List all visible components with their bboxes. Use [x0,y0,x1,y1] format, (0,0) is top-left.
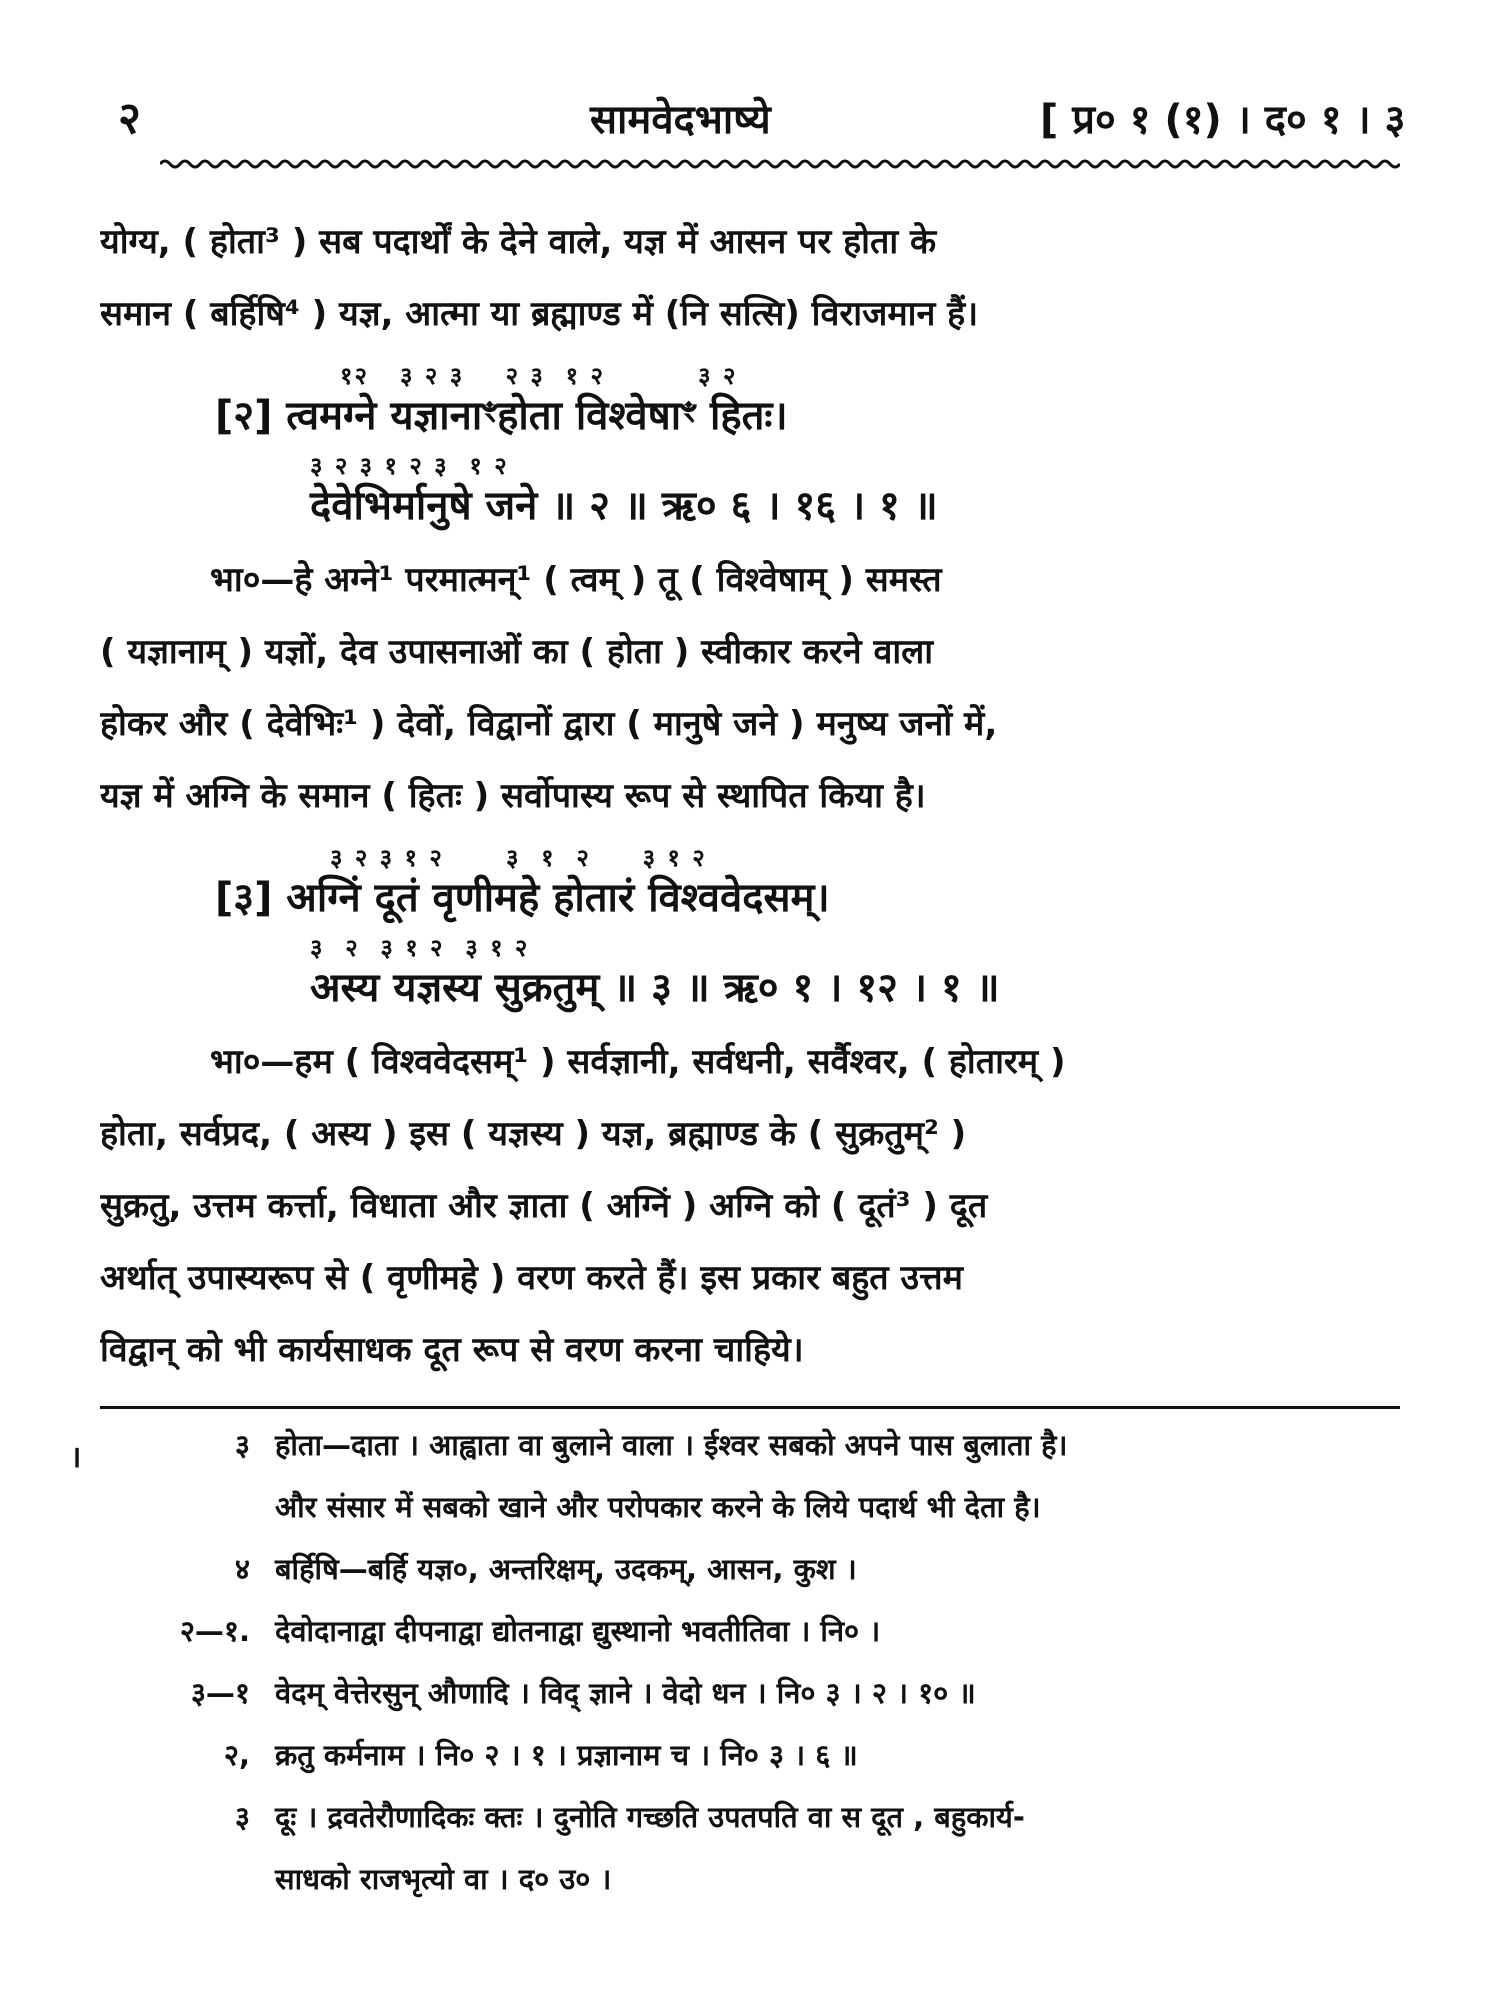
footnote [100,1797,1400,1859]
text-line: सुक्रतु, उत्तम कर्त्ता, विधाता और ज्ञाता ( अग्निं ) अग्नि को ( दूतं³ ) दूत [100,1186,988,1226]
paragraph-3 [100,1026,1400,1386]
footnote [100,1611,1400,1673]
footnote [100,1549,1400,1611]
text-line: होकर और ( देवेभिः¹ ) देवों, विद्वानों द्वारा ( मानुषे जने ) मनुष्य जनों में, [100,704,998,744]
footnote [100,1487,1400,1549]
footnote-text: वेदम् वेत्तेरसुन् औणादि । विद् ज्ञाने । वेदो धन । नि० ३ । २ । १० ॥ [275,1676,976,1710]
text-line: यज्ञ में अग्नि के समान ( हितः ) सर्वोपास्य रूप से स्थापित किया है। [100,776,926,816]
text-line: विद्वान् को भी कार्यसाधक दूत रूप से वरण करना चाहिये। [100,1330,804,1370]
header-wavy-rule [160,156,1400,172]
footnote-text: होता—दाता । आह्वाता वा बुलाने वाला । ईश्वर सबको अपने पास बुलाता है। [275,1428,1068,1462]
footnote [70,1425,1400,1487]
mantra-line: देवेभिर्मानुषे जने ॥ २ ॥ ऋ० ६ । १६ । १ ॥ [310,483,938,529]
mantra-2 [100,362,1400,532]
footnote-number: ४ [234,1552,250,1586]
text-line: योग्य, ( होता³ ) सब पदार्थों के देने वाले, यज्ञ में आसन पर होता के [100,222,937,262]
running-reference: [ प्र० १ (१) । द० १ । ३ [1040,97,1406,143]
mantra-line: अस्य यज्ञस्य सुक्रतुम् ॥ ३ ॥ ऋ० १ । १२ । १ ॥ [310,965,1000,1011]
paragraph-1 [100,206,1400,350]
footnote-text: और संसार में सबको खाने और परोपकार करने के लिये पदार्थ भी देता है। [275,1490,1041,1524]
footnote [100,1735,1400,1797]
footnotes [70,1425,1400,1921]
footnote-number: २, [223,1738,250,1772]
footnote-text: क्रतु कर्मनाम । नि० २ । १ । प्रज्ञानाम च । नि० ३ । ६ ॥ [275,1738,858,1772]
text-line: समान ( बर्हिषि⁴ ) यज्ञ, आत्मा या ब्रह्माण्ड में (नि सत्सि) विराजमान हैं। [100,294,979,334]
running-title: सामवेदभाष्ये [590,97,771,143]
footnote-text: दूः । द्रवतेरौणादिकः क्तः । दुनोति गच्छति उपतपति वा स दूत , बहुकार्य- [275,1800,1025,1834]
svara-marks: ३ २ ३ १ २ ३ १ २ [310,934,530,962]
svara-marks: ३ २ ३ १ २ ३ १ २ [310,452,509,480]
text-line: भा०—हम ( विश्ववेदसम्¹ ) सर्वज्ञानी, सर्वधनी, सर्वैश्वर, ( होतारम् ) [210,1042,1066,1082]
footnote-number: ३ [234,1800,250,1834]
svara-marks: ३ २ ३ १ २ ३ १ २ ३ १ २ [330,844,707,872]
footnote [100,1859,1400,1921]
svara-marks: १२ ३ २ ३ २ ३ १ २ ३ २ [340,362,738,390]
footnote [100,1673,1400,1735]
mantra-line: [३] अग्निं दूतं वृणीमहे होतारं विश्ववेदसम्। [215,875,830,921]
margin-mark: । [70,1440,82,1475]
footnote-text: देवोदानाद्वा दीपनाद्वा द्योतनाद्वा द्युस्थानो भवतीतिवा । नि० । [275,1614,881,1648]
page-number: २ [118,93,141,144]
footnote-number: ३—१ [190,1676,250,1710]
text-line: भा०—हे अग्ने¹ परमात्मन्¹ ( त्वम् ) तू ( विश्वेषाम् ) समस्त [210,560,942,600]
mantra-3 [100,844,1400,1014]
footnote-divider [100,1406,1400,1409]
footnote-text: साधको राजभृत्यो वा । द० उ० । [275,1862,612,1896]
text-line: ( यज्ञानाम् ) यज्ञों, देव उपासनाओं का ( होता ) स्वीकार करने वाला [100,632,934,672]
paragraph-2 [100,544,1400,832]
footnote-number: २—१. [179,1614,250,1648]
footnote-number: ३ [234,1428,250,1462]
text-line: होता, सर्वप्रद, ( अस्य ) इस ( यज्ञस्य ) यज्ञ, ब्रह्माण्ड के ( सुक्रतुम्² ) [100,1114,967,1154]
text-line: अर्थात् उपास्यरूप से ( वृणीमहे ) वरण करते हैं। इस प्रकार बहुत उत्तम [100,1258,963,1298]
mantra-line: [२] त्वमग्ने यज्ञानाꣳहोता विश्वेषाꣳ हितः। [215,393,788,439]
page-header [100,80,1406,150]
footnote-text: बर्हिषि—बर्हि यज्ञ०, अन्तरिक्षम्, उदकम्, आसन, कुश । [275,1552,857,1586]
